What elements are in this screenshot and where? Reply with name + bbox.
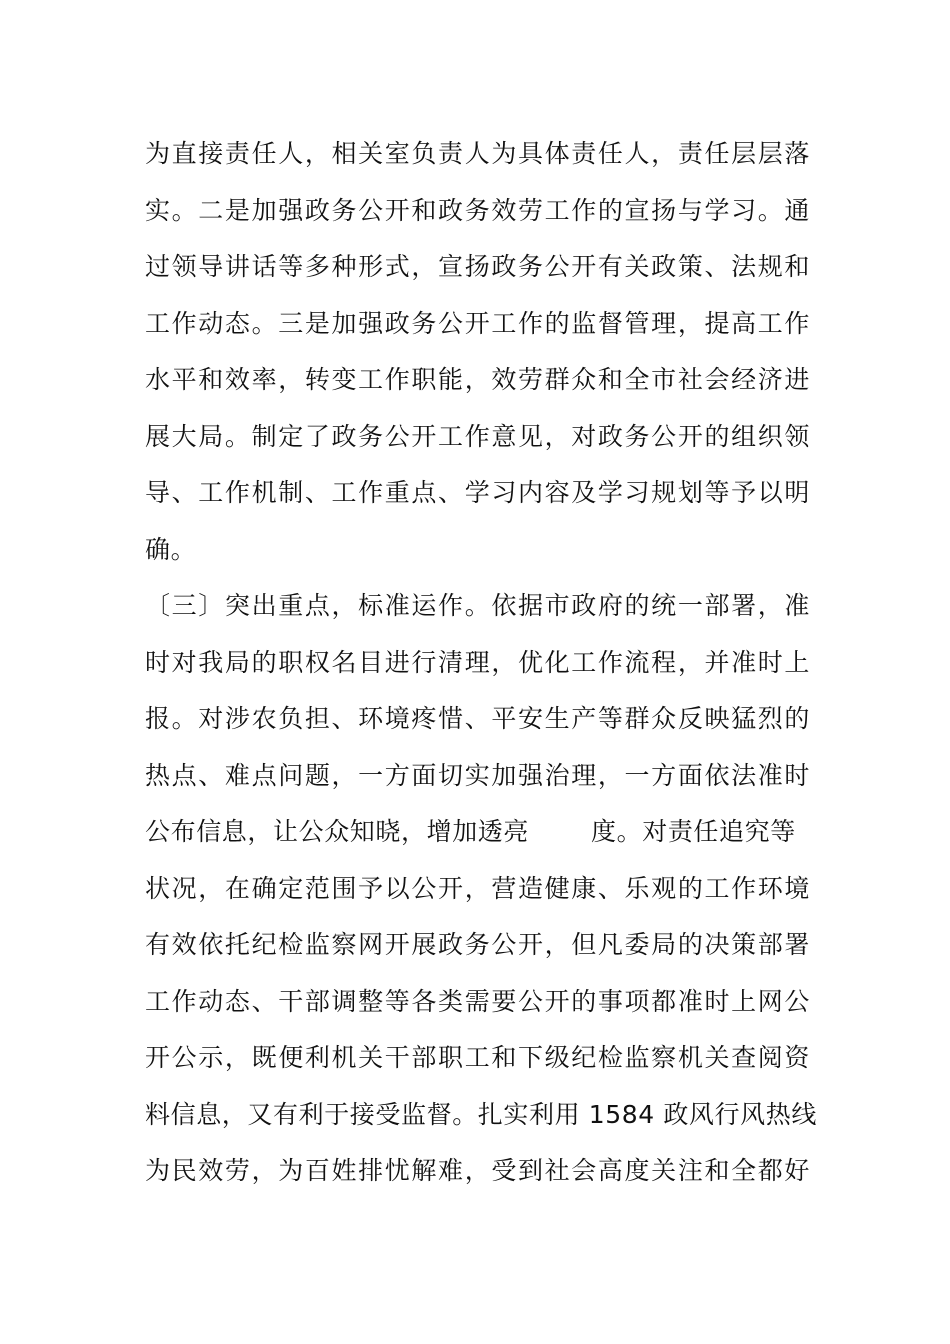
text-line: 为民效劳，为百姓排忧解难，受到社会高度关注和全都好 — [145, 1156, 810, 1185]
text-line: 工作动态。三是加强政务公开工作的监督管理，提高工作 — [145, 308, 810, 338]
text-line: 确。 — [145, 534, 197, 564]
text-line: 水平和效率，转变工作职能，效劳群众和全市社会经济进 — [145, 365, 810, 394]
text-line-with-gap — [145, 804, 810, 861]
text-line: 导、工作机制、工作重点、学习内容及学习规划等予以明 — [145, 478, 810, 507]
text-line: 过领导讲话等多种形式，宣扬政务公开有关政策、法规和 — [145, 252, 810, 281]
text-line: 开公示，既便利机关干部职工和下级纪检监察机关查阅资 — [145, 1043, 810, 1072]
text-line: 〔三〕突出重点，标准运作。依据市政府的统一部署，准 — [145, 591, 810, 620]
body-text — [145, 126, 817, 1200]
text-line-part-1: 公布信息，让公众知晓，增加透亮 — [145, 817, 530, 846]
text-line: 热点、难点问题，一方面切实加强治理，一方面依法准时 — [145, 760, 810, 790]
text-line: 有效依托纪检监察网开展政务公开，但凡委局的决策部署 — [145, 930, 810, 959]
text-line: 实。二是加强政务公开和政务效劳工作的宣扬与学习。通 — [145, 195, 810, 225]
text-line: 报。对涉农负担、环境疼惜、平安生产等群众反映猛烈的 — [145, 704, 810, 733]
text-line: 工作动态、干部调整等各类需要公开的事项都准时上网公 — [145, 986, 810, 1016]
text-line: 展大局。制定了政务公开工作意见，对政务公开的组织领 — [145, 421, 810, 451]
text-line: 状况，在确定范围予以公开，营造健康、乐观的工作环境 — [145, 873, 810, 903]
text-line: 为直接责任人，相关室负责人为具体责任人，责任层层落 — [145, 139, 810, 168]
text-line: 料信息，又有利于接受监督。扎实利用 1584 政风行风热线 — [145, 1099, 817, 1129]
text-line-part-2: 度。对责任追究等 — [591, 817, 796, 846]
text-line: 时对我局的职权名目进行清理，优化工作流程，并准时上 — [145, 647, 810, 677]
